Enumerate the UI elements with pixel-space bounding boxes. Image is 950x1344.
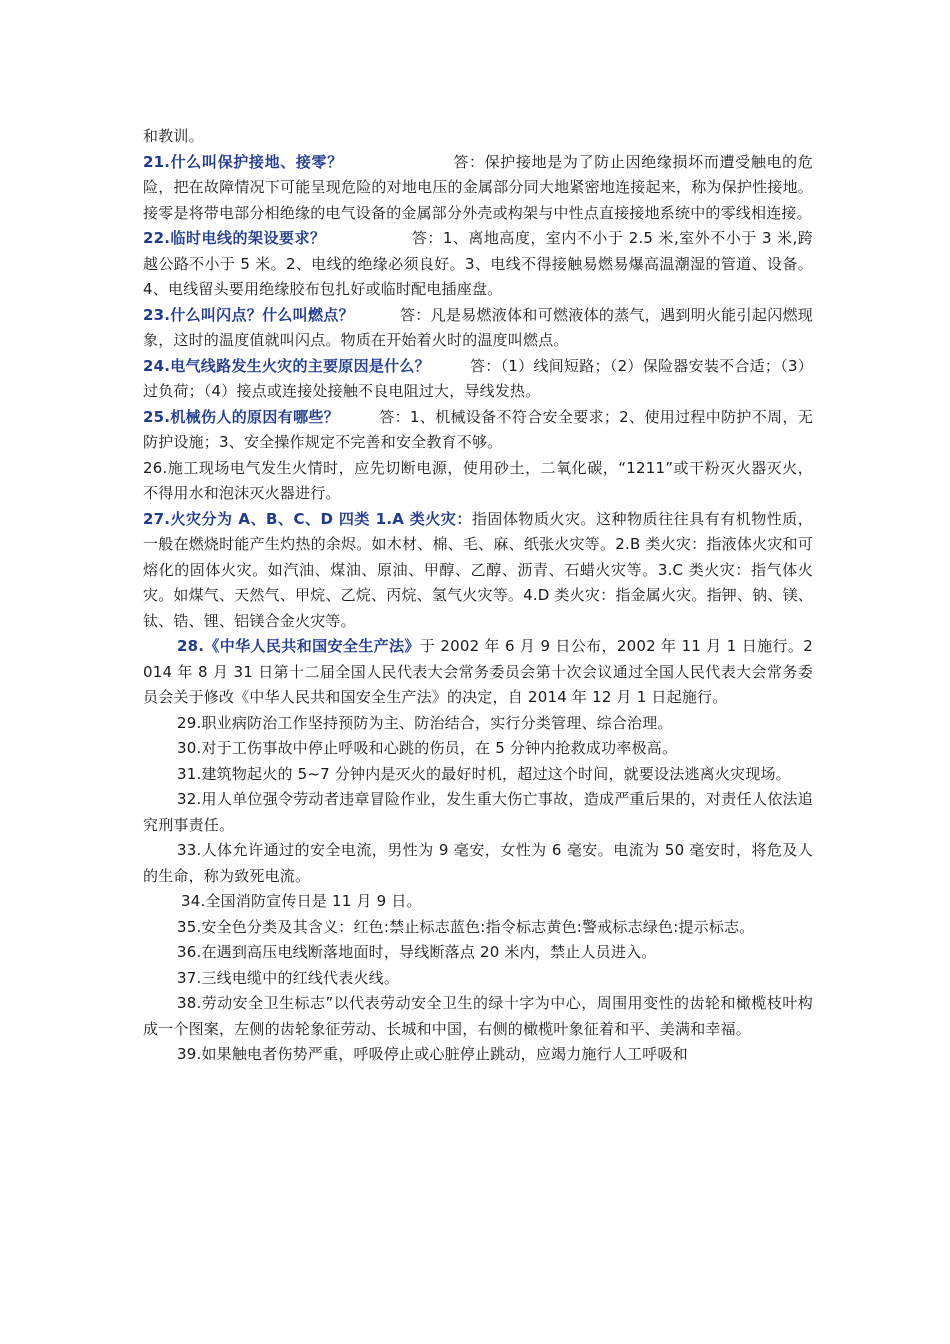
paragraph-p31 <box>143 762 813 788</box>
answer-text: 答：保护接地是为了防止因绝缘损坏而遭受触电的危险，把在故障情况下可能呈现危险的对地电压的金属部分同大地紧密地连接起来，称为保护性接地。接零是将带电部分相绝缘的电气设备的金属部分外壳或构架与中性点直接接地系统中的零线相连接。 <box>143 152 814 222</box>
paragraph-p26 <box>143 456 813 507</box>
paragraph-p32 <box>143 787 813 838</box>
answer-text: 答：（1）线间短路；（2）保险器安装不合适；（3）过负荷；（4）接点或连接处接触不良电阻过大，导线发热。 <box>143 356 813 400</box>
paragraph-p38 <box>143 991 813 1042</box>
paragraph-text: 34.全国消防宣传日是 11 月 9 日。 <box>181 892 422 910</box>
answer-text: 答：凡是易燃液体和可燃液体的蒸气，遇到明火能引起闪燃现象，这时的温度值就叫闪点。物质在开始着火时的温度叫燃点。 <box>143 305 814 349</box>
paragraph-p28 <box>143 634 813 711</box>
paragraph-p24 <box>143 354 813 405</box>
paragraph-p33 <box>143 838 813 889</box>
paragraph-text: 和教训。 <box>143 127 204 145</box>
question-heading: 27.火灾分为 A、B、C、D 四类 1.A 类火灾： <box>143 509 472 528</box>
paragraph-text: 33.人体允许通过的安全电流，男性为 9 毫安，女性为 6 毫安。电流为 50 毫安时，将危及人的生命，称为致死电流。 <box>143 841 813 885</box>
paragraph-text: 30.对于工伤事故中停止呼吸和心跳的伤员，在 5 分钟内抢救成功率极高。 <box>177 739 678 757</box>
paragraph-p23 <box>143 303 813 354</box>
answer-text: 答：1、机械设备不符合安全要求；2、使用过程中防护不周，无防护设施；3、安全操作规定不完善和安全教育不够。 <box>143 407 813 451</box>
document-body <box>143 124 813 1068</box>
paragraph-text: 29.职业病防治工作坚持预防为主、防治结合，实行分类管理、综合治理。 <box>177 713 673 732</box>
paragraph-p35 <box>143 915 813 941</box>
question-heading: 24.电气线路发生火灾的主要原因是什么？ <box>143 356 430 375</box>
paragraph-p34 <box>143 889 813 915</box>
paragraph-text: 39.如果触电者伤势严重，呼吸停止或心脏停止跳动，应竭力施行人工呼吸和 <box>177 1045 688 1063</box>
paragraph-text: 31.建筑物起火的 5~7 分钟内是灭火的最好时机，超过这个时间，就要设法逃离火灾现场。 <box>177 764 791 783</box>
question-heading: 21.什么叫保护接地、接零？ <box>143 152 343 171</box>
answer-text: 指固体物质火灾。这种物质往往具有有机物性质，一般在燃烧时能产生灼热的余烬。如木材、棉、毛、麻、纸张火灾等。2.B 类火灾：指液体火灾和可熔化的固体火灾。如汽油、煤油、原油、甲醇、乙醇、沥青、石蜡火灾等。3.C 类火灾：指气体火灾。如煤气、天然气、甲烷、乙烷、丙烷、氢气火灾等。4.D 类火灾：指金属火灾。指钾、钠、镁、钛、锆、锂、铝镁合金火灾等。 <box>143 509 814 630</box>
paragraph-p37 <box>143 966 813 992</box>
paragraph-text: 32.用人单位强令劳动者违章冒险作业，发生重大伤亡事故，造成严重后果的，对责任人依法追究刑事责任。 <box>143 790 813 834</box>
paragraph-text: 26.施工现场电气发生火情时，应先切断电源，使用砂土，二氧化碳，“1211”或干粉灭火器灭火，不得用水和泡沫灭火器进行。 <box>143 458 813 502</box>
paragraph-p0 <box>143 124 813 150</box>
answer-text: 于 2002 年 6 月 9 日公布，2002 年 11 月 1 日施行。2014 年 8 月 31 日第十二届全国人民代表大会常务委员会第十次会议通过全国人民代表大会常务委员会关于修改《中华人民共和国安全生产法》的决定，自 2014 年 12 月 1 日起施行。 <box>143 637 813 706</box>
paragraph-p27 <box>143 507 813 635</box>
question-heading: 28.《中华人民共和国安全生产法》 <box>177 637 420 655</box>
paragraph-text: 36.在遇到高压电线断落地面时，导线断落点 20 米内，禁止人员进入。 <box>177 943 657 961</box>
paragraph-p39 <box>143 1042 813 1068</box>
paragraph-p25 <box>143 405 813 456</box>
paragraph-text: 38.劳动安全卫生标志”以代表劳动安全卫生的绿十字为中心，周围用变性的齿轮和橄榄枝叶构成一个图案，左侧的齿轮象征劳动、长城和中国，右侧的橄榄叶象征着和平、美满和幸福。 <box>143 994 813 1038</box>
paragraph-p21 <box>143 150 813 227</box>
question-heading: 25.机械伤人的原因有哪些？ <box>143 407 340 426</box>
paragraph-p22 <box>143 226 813 303</box>
paragraph-p29 <box>143 711 813 737</box>
paragraph-text: 37.三线电缆中的红线代表火线。 <box>177 968 400 987</box>
paragraph-p30 <box>143 736 813 762</box>
paragraph-p36 <box>143 940 813 966</box>
answer-text: 答：1、离地高度，室内不小于 2.5 米,室外不小于 3 米,跨越公路不小于 5 米。2、电线的绝缘必须良好。3、电线不得接触易燃易爆高温潮湿的管道、设备。4、电线留头要用绝缘胶布包扎好或临时配电插座盘。 <box>143 229 813 298</box>
question-heading: 22.临时电线的架设要求？ <box>143 229 326 247</box>
question-heading: 23.什么叫闪点？什么叫燃点？ <box>143 305 354 324</box>
paragraph-text: 35.安全色分类及其含义：红色:禁止标志蓝色:指令标志黄色:警戒标志绿色:提示标志。 <box>177 917 755 936</box>
